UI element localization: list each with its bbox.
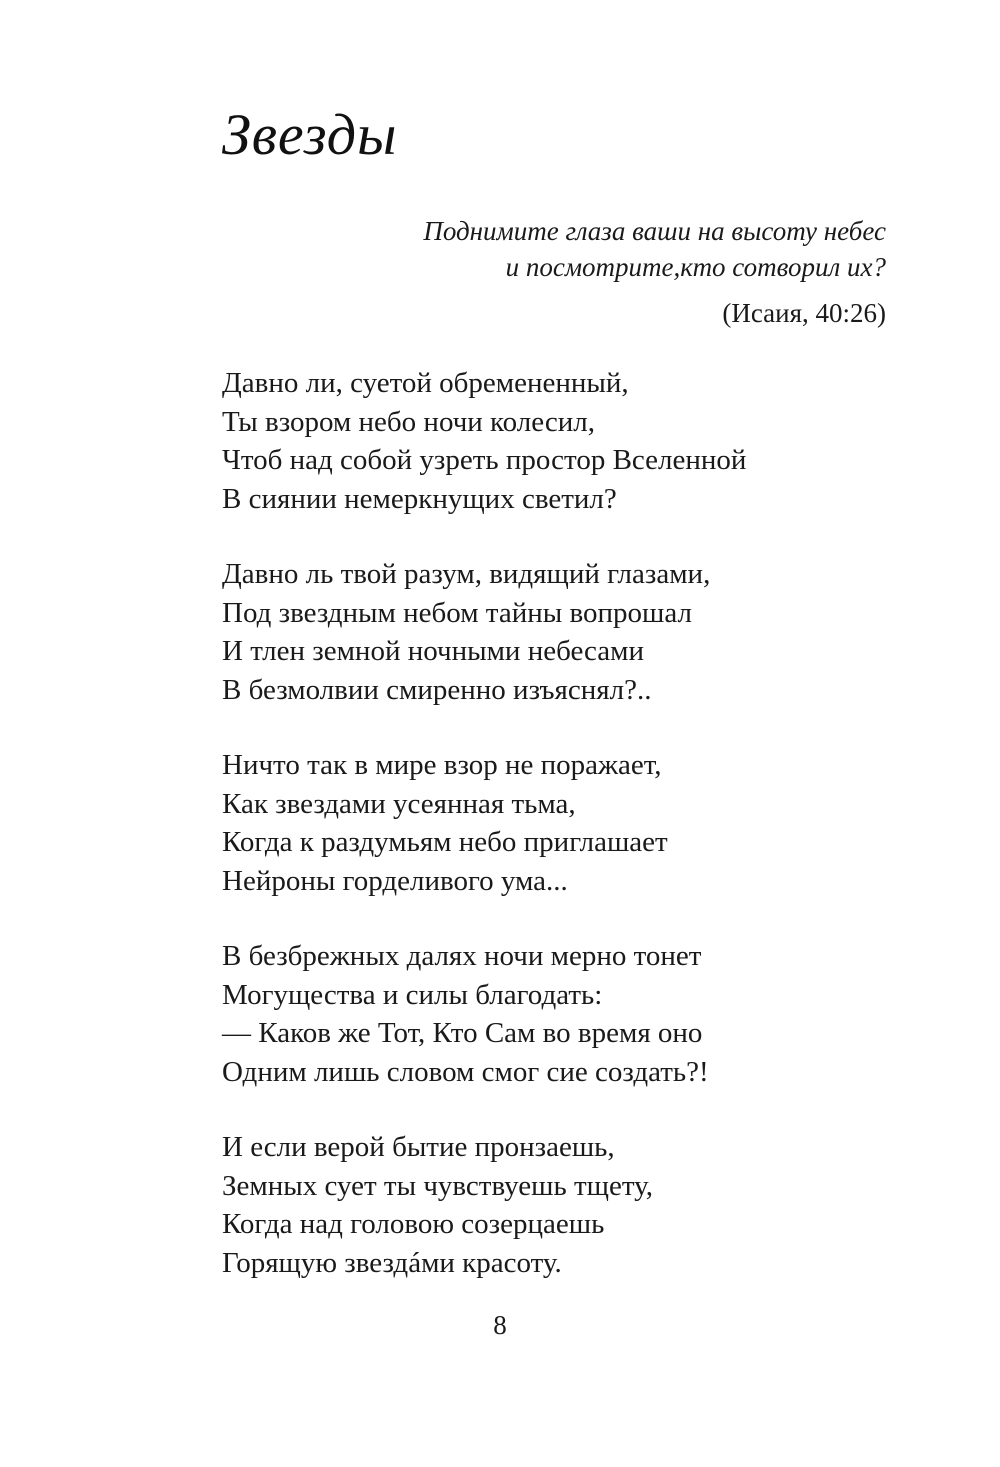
poem-line: Горящую звездáми красоту.: [222, 1246, 562, 1279]
poem-body: [222, 364, 746, 1319]
poem-line: В безмолвии смиренно изъяснял?..: [222, 673, 652, 706]
poem-line: Как звездами усеянная тьма,: [222, 787, 576, 820]
epigraph: [423, 213, 886, 331]
stanza-3: [222, 746, 746, 900]
poem-line: Когда над головою созерцаешь: [222, 1208, 605, 1240]
epigraph-line: и посмотрите,кто сотворил их?: [505, 252, 886, 282]
stanza-5: [222, 1128, 746, 1282]
stanza-4: [222, 937, 746, 1091]
poem-line: Ничто так в мире взор не поражает,: [222, 749, 662, 781]
poem-line: — Каков же Тот, Кто Сам во время оно: [222, 1017, 703, 1049]
poem-line: Одним лишь словом смог сие создать?!: [222, 1055, 709, 1088]
poem-line: Нейроны горделивого ума...: [222, 864, 568, 897]
epigraph-line: Поднимите глаза ваши на высоту небес: [423, 216, 886, 246]
poem-line: Давно ль твой разум, видящий глазами,: [222, 558, 711, 590]
poem-line: Чтоб над собой узреть простор Вселенной: [222, 444, 747, 476]
poem-line: Давно ли, суетой обремененный,: [222, 367, 629, 399]
poem-line: Когда к раздумьям небо приглашает: [222, 826, 668, 858]
stanza-1: [222, 364, 746, 518]
poem-line: Под звездным небом тайны вопрошал: [222, 596, 692, 629]
poem-line: В сиянии немеркнущих светил?: [222, 482, 617, 515]
poem-line: В безбрежных далях ночи мерно тонет: [222, 940, 702, 972]
poem-line: Земных сует ты чувствуешь тщету,: [222, 1169, 653, 1202]
page-number: 8: [493, 1310, 507, 1340]
poem-line: Ты взором небо ночи колесил,: [222, 405, 595, 438]
poem-line: И если верой бытие пронзаешь,: [222, 1131, 615, 1163]
stanza-2: [222, 555, 746, 709]
poem-line: И тлен земной ночными небесами: [222, 635, 645, 667]
poem-line: Могущества и силы благодать:: [222, 978, 603, 1011]
epigraph-source: (Исаия, 40:26): [722, 298, 886, 328]
poem-title: Звезды: [222, 102, 398, 167]
